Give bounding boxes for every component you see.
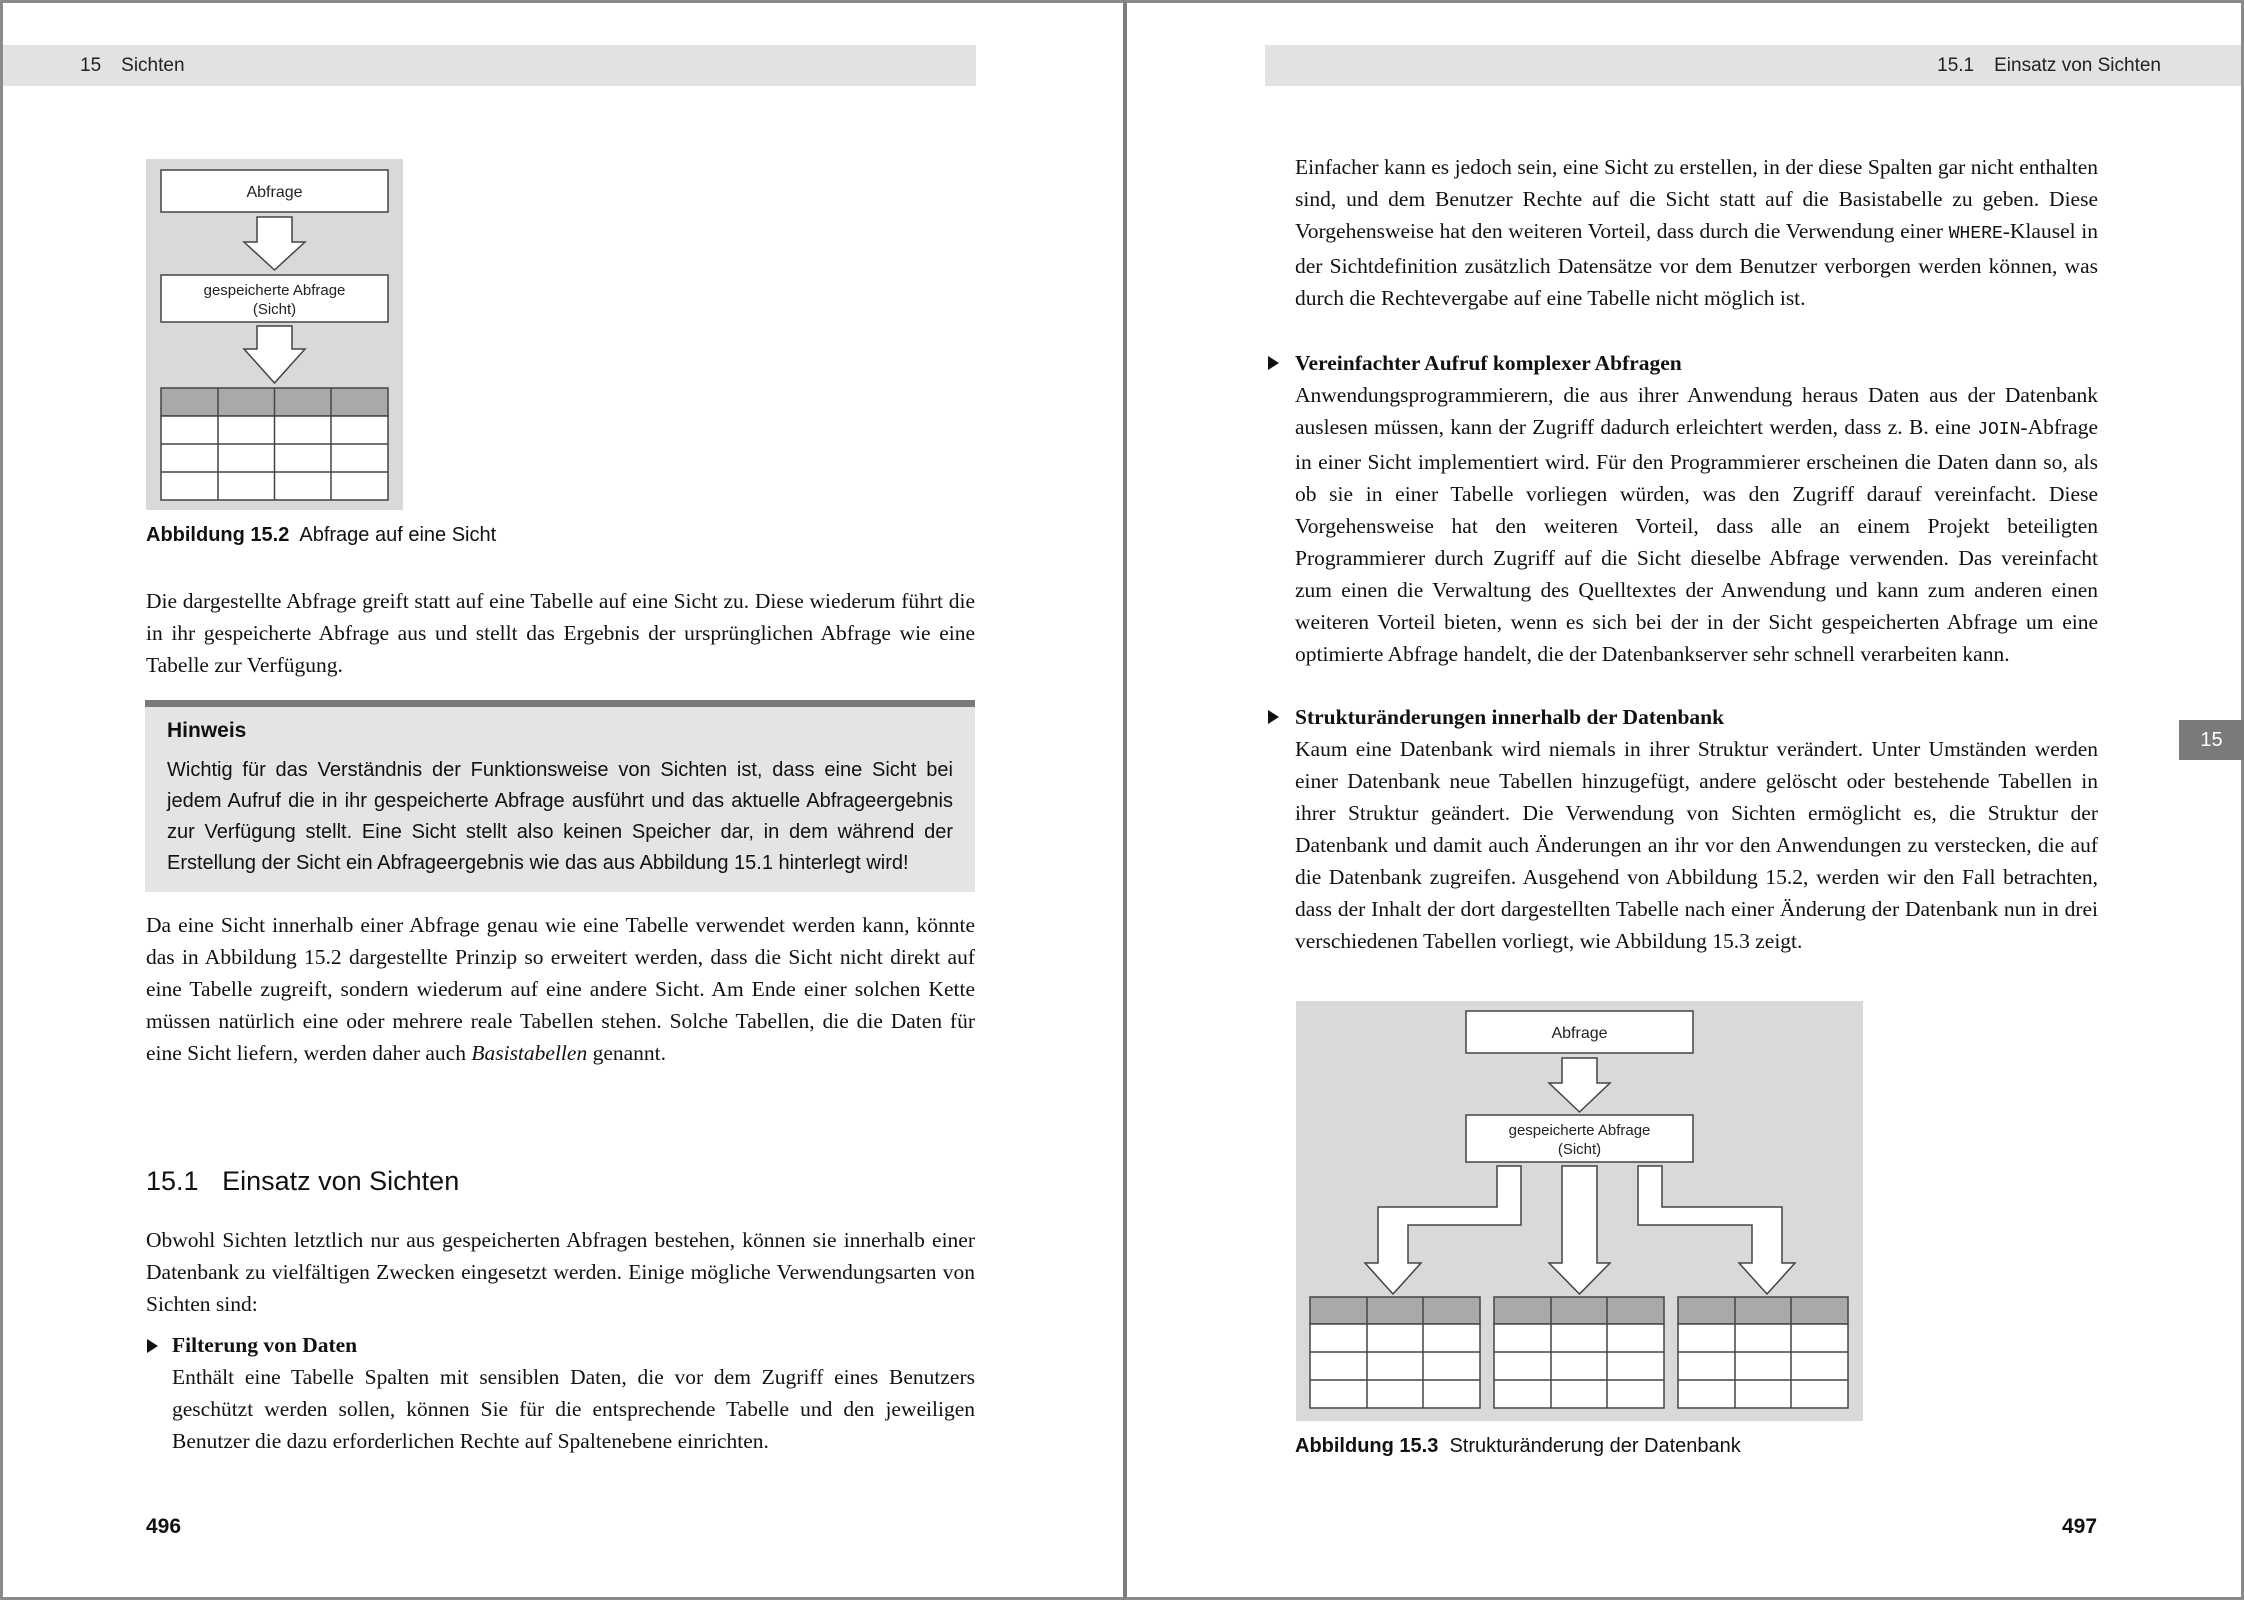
left-paragraph-2-text: Da eine Sicht innerhalb einer Abfrage genau wie eine Tabelle verwendet werden kann, könnte das in Abbildung 15.2 dargestellte Prinzip so erweitert werden, dass die Sicht nicht direkt auf eine Tabelle zugreift, sondern wiederum auf eine andere Sicht. Am Ende einer solchen Kette müssen natürlich eine oder mehrere reale Tabellen stehen. Solche Tabellen, die die Daten für eine Sicht liefern, werden daher auch: [146, 913, 975, 1065]
bullet-simplified-call-text-b: -Abfrage in einer Sicht implementiert wird. Für den Programmierer erscheinen die Daten dann so, als ob sie in einer Tabelle vorliegen würden, was den Zugriff darauf vereinfacht. Diese Vorgehensweise hat den weiteren Vorteil, dass alle an einem Projekt beteiligten Programmierer durch Zugriff auf die Sicht dieselbe Abfrage verwenden. Das vereinfacht zum einen die Verwaltung des Quelltextes der Anwendung und kann zum anderen einen weiteren Vorteil bieten, wenn es sich bei der in der Sicht gespeicherten Abfrage um eine optimierte Abfrage handelt, die der Datenbankserver sehr schnell verarbeiten kann.: [1295, 415, 2098, 666]
bullet-structure-changes-title: Strukturänderungen innerhalb der Datenbank: [1295, 705, 1725, 729]
bullet-filtering: [172, 1329, 975, 1457]
fig1-box-view-line1: gespeicherte Abfrage: [203, 282, 346, 299]
fig2-box-view-line2: (Sicht): [1557, 1141, 1602, 1158]
right-header-section-title: Einsatz von Sichten: [1994, 54, 2161, 76]
bullet-filtering-text: Enthält eine Tabelle Spalten mit sensiblen Daten, die vor dem Zugriff eines Benutzers geschützt werden sollen, können Sie für die entsprechende Tabelle und den jeweiligen Benutzer die dazu erforderlichen Rechte auf Spaltenebene einrichten.: [172, 1365, 975, 1453]
note-text: Wichtig für das Verständnis der Funktionsweise von Sichten ist, dass eine Sicht bei jedem Aufruf die in ihr gespeicherte Abfrage ausführt und das aktuelle Abfrageergebnis zur Verfügung stellt. Eine Sicht stellt also keinen Speicher dar, in dem während der Erstellung der Sicht ein Abfrageergebnis wie das aus Abbildung 15.1 hinterlegt wird!: [167, 759, 953, 874]
code-where: WHERE: [1948, 224, 2003, 244]
figure-15-2-caption: [146, 524, 496, 547]
left-header-chapter-number: 15: [80, 54, 102, 76]
bullet-simplified-call-title: Vereinfachter Aufruf komplexer Abfragen: [1295, 351, 1682, 375]
bullet-filtering-title: Filterung von Daten: [172, 1333, 358, 1357]
figure-15-3-caption-label: Abbildung 15.3: [1295, 1435, 1439, 1457]
bullet-simplified-call-text-a: Anwendungsprogrammierern, die aus ihrer Anwendung heraus Daten aus der Datenbank auslesen müssen, kann der Zugriff dadurch erleichtert werden, dass z. B. eine: [1295, 383, 2098, 439]
code-join: JOIN: [1977, 420, 2021, 440]
fig2-table-middle: [1494, 1297, 1664, 1408]
bullet-structure-changes-text: Kaum eine Datenbank wird niemals in ihrer Struktur verändert. Unter Umständen werden einer Datenbank neue Tabellen hinzugefügt, andere gelöscht oder bestehende Tabellen in ihrer Struktur geändert. Die Verwendung von Sichten ermöglicht es, die Struktur der Datenbank und damit auch Änderungen an ihr vor den Anwendungen zu verstecken, die auf die Datenbank zugreifen. Ausgehend von Abbildung 15.2, werden wir den Fall betrachten, dass der Inhalt der dort dargestellten Tabelle nach einer Änderung der Datenbank nun in drei verschiedenen Tabellen vorliegt, wie Abbildung 15.3 zeigt.: [1295, 737, 2098, 953]
section-number: 15.1: [146, 1166, 199, 1196]
section-title: Einsatz von Sichten: [222, 1166, 460, 1196]
right-header-section-number: 15.1: [1937, 54, 1975, 76]
bullet-simplified-call-text: [1295, 379, 2098, 670]
left-paragraph-3: Obwohl Sichten letztlich nur aus gespeicherten Abfragen bestehen, können sie innerhalb einer Datenbank zu vielfältigen Zwecken eingesetzt werden. Einige mögliche Verwendungsarten von Sichten sind:: [146, 1228, 975, 1316]
left-paragraph-2: [146, 909, 975, 1069]
right-paragraph-1-end: -Klausel in der Sichtdefinition zusätzlich Datensätze vor dem Benutzer verborgen werden können, was durch die Rechtevergabe auf eine Tabelle nicht möglich ist.: [1295, 219, 2098, 310]
bullet-simplified-call: [1295, 347, 2098, 670]
right-page-number: 497: [2062, 1515, 2098, 1538]
left-paragraph-2-italic: Basistabellen: [471, 1041, 588, 1065]
chapter-thumb-tab: 15: [2179, 720, 2244, 760]
fig2-box-view-line1: gespeicherte Abfrage: [1508, 1122, 1651, 1139]
right-paragraph-1-text: Einfacher kann es jedoch sein, eine Sicht zu erstellen, in der diese Spalten gar nicht enthalten sind, und dem Benutzer Rechte auf die Sicht statt auf die Basistabelle zu geben. Diese Vorgehensweise hat den weiteren Vorteil, dass durch die Verwendung einer: [1295, 155, 2098, 243]
figure-15-2-caption-label: Abbildung 15.2: [146, 524, 290, 546]
note-box: [145, 700, 975, 892]
fig2-table-left: [1310, 1297, 1480, 1408]
left-header-chapter-title: Sichten: [121, 54, 185, 76]
bullet-marker-icon: [1268, 356, 1279, 370]
note-title: Hinweis: [167, 719, 247, 742]
bullet-marker-icon: [147, 1339, 158, 1353]
figure-15-3-caption-text: Strukturänderung der Datenbank: [1449, 1435, 1741, 1457]
right-paragraph-1: [1295, 151, 2098, 314]
figure-15-2-caption-text: Abfrage auf eine Sicht: [299, 524, 497, 546]
section-heading: [146, 1166, 459, 1197]
figure-15-3-diagram: [1296, 1001, 1863, 1421]
left-paragraph-2-end: genannt.: [587, 1041, 667, 1065]
figure-15-3-caption: [1295, 1435, 1741, 1458]
left-paragraph-1: Die dargestellte Abfrage greift statt auf eine Tabelle auf eine Sicht zu. Diese wiederum führt die in ihr gespeicherte Abfrage aus und stellt das Ergebnis der ursprünglichen Abfrage wie eine Tabelle zur Verfügung.: [146, 589, 975, 677]
bullet-marker-icon: [1268, 710, 1279, 724]
bullet-structure-changes: [1295, 701, 2098, 957]
fig1-table-icon: [161, 388, 388, 500]
right-running-header: [1265, 45, 2241, 86]
fig1-box-query: Abfrage: [246, 184, 303, 201]
fig2-box-query: Abfrage: [1551, 1025, 1608, 1042]
figure-15-2-diagram: [146, 159, 403, 510]
left-page-number: 496: [146, 1515, 182, 1538]
fig1-box-view-line2: (Sicht): [252, 301, 297, 318]
fig2-table-right: [1678, 1297, 1848, 1408]
left-running-header: [3, 45, 976, 86]
